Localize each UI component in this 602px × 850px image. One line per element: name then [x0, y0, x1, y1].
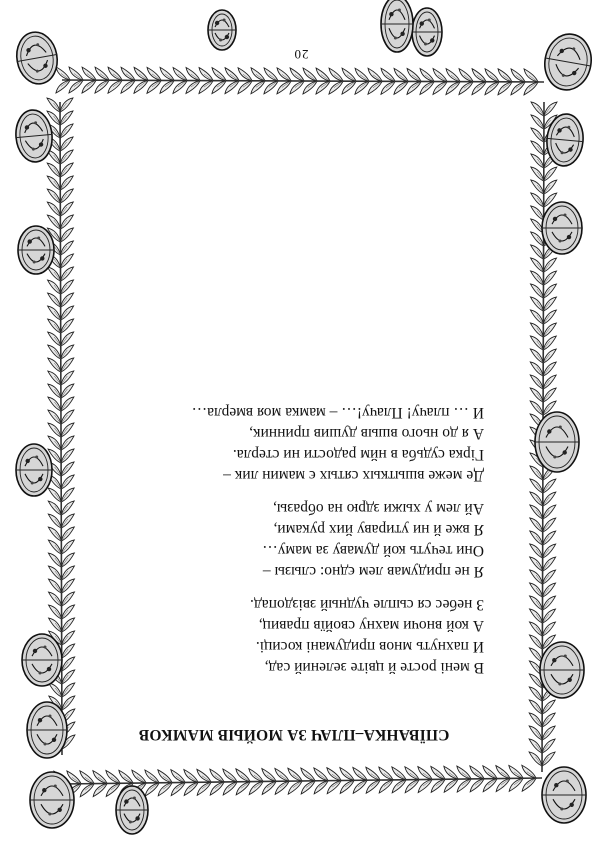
- poem-line: В мені росте й цвіте зелений сад,: [264, 659, 484, 676]
- poem-line: З небес ся сыпле чудный звіздопад.: [250, 596, 484, 613]
- pysanka-ornament: [18, 226, 54, 274]
- pysanka-ornament: [14, 109, 54, 164]
- stanza: [84, 594, 484, 678]
- poem-line: И … плачу! Плачу!… – мамка моя вмерла…: [191, 404, 484, 421]
- pysanka-ornament: [22, 634, 62, 686]
- poem-line: И пахнуть мнов придумані косиці.: [255, 638, 484, 655]
- poem-line: Они течуть кой думаву за маму…: [262, 542, 484, 559]
- pysanka-ornament: [542, 202, 582, 254]
- poem-line: А я до нього вшыв душив принник,: [249, 425, 484, 442]
- poem-line: А кой вночи махну свойїв правиц,: [258, 617, 484, 634]
- pysanka-ornament: [542, 767, 586, 823]
- poem-line: Ай лем у хыжи здрю на образы,: [273, 500, 484, 517]
- poem-body: [84, 402, 484, 678]
- pysanka-ornament: [16, 444, 52, 496]
- poem-line: Де меже вшыткых сятых є мамин лик –: [223, 467, 484, 484]
- poem-title: СПЇВАНКА–ПЛАЧ ЗА МОЙЫВ МАМКОВ: [138, 726, 450, 743]
- pysanka-ornament: [116, 786, 148, 834]
- pysanka-ornament: [30, 772, 74, 828]
- stanza: [84, 402, 484, 486]
- pysanka-ornament: [381, 0, 413, 52]
- stanza: [84, 498, 484, 582]
- poem-line: Гірка судьба в нйм радости ни стерла.: [232, 446, 484, 463]
- poem-line: Я вже й ни утираву йих руками,: [273, 521, 484, 538]
- poem-line: Я не придумав лем єдно: слызы –: [262, 563, 484, 580]
- pysanka-ornament: [27, 702, 67, 758]
- pysanka-ornament: [535, 412, 579, 472]
- pysanka-ornament: [540, 642, 584, 698]
- pysanka-ornament: [540, 30, 595, 93]
- top-wheat-branch: [56, 67, 544, 95]
- pysanka-ornament: [208, 10, 236, 50]
- page-number: 20: [293, 47, 309, 62]
